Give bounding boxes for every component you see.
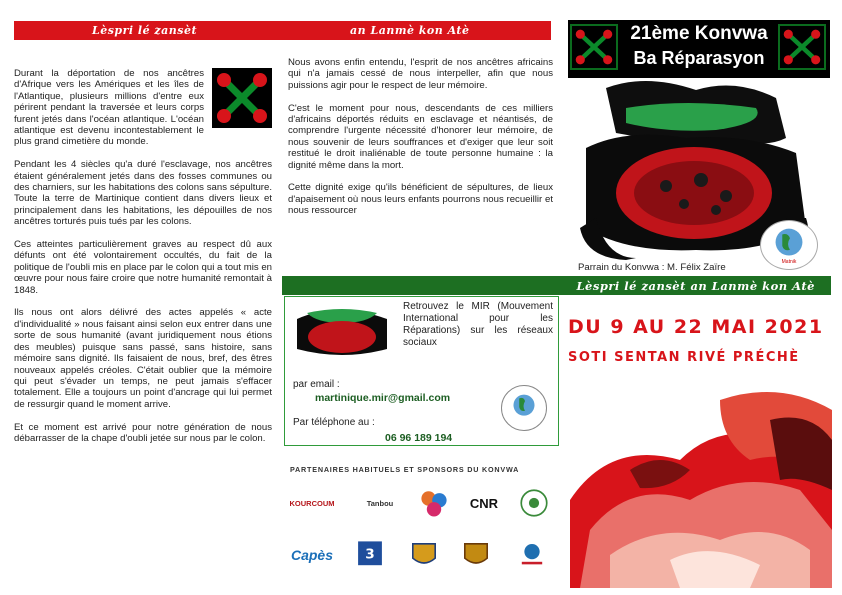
ancestor-symbol-icon bbox=[778, 24, 826, 70]
sponsor-logo bbox=[348, 536, 392, 574]
event-route: SOTI SENTAN RIVÉ PRÉCHÈ bbox=[568, 350, 800, 365]
mir-logo bbox=[760, 220, 818, 270]
col2-paragraph: Nous avons enfin entendu, l'esprit de nos ancêtres africains qui n'a jamais cessé de nous interpeller, afin que nous puissions agir pour le respect de leur mémoire. bbox=[288, 57, 553, 91]
sponsor-logo bbox=[290, 484, 334, 522]
sponsor-seal-icon bbox=[517, 487, 551, 519]
sponsor-shield-icon bbox=[408, 538, 440, 572]
col1-paragraph: Ces atteintes particulièrement graves au respect dû aux défunts ont été volontairement occultés, du fait de la politique de l'oubli mis en place par le colon qui a tout mis en œuvre pour nous faire croire que notre humanité remontait à 1848. bbox=[14, 239, 272, 296]
sponsor-logo bbox=[512, 484, 556, 522]
email-label: par email : bbox=[293, 379, 340, 390]
ancestor-symbol-icon bbox=[212, 68, 272, 128]
sponsor-mark-icon bbox=[416, 487, 452, 519]
green-banner bbox=[282, 276, 831, 295]
column-middle bbox=[288, 57, 553, 228]
partners-title: PARTENAIRES HABITUELS ET SPONSORS DU KONVWA bbox=[290, 465, 520, 474]
col1-paragraph: Durant la déportation de nos ancêtres d'Afrique vers les Amériques et les îles de l'Atlantique, plusieurs millions d'entre eux périrent pendant la traversée et leurs corps furent jetés dans l'océan atlantique. L'océan atlantique est devenu incontestablement le plus grand cimetière du monde. bbox=[14, 68, 204, 148]
banner-right-text: an Lanmè kon Atè bbox=[350, 24, 470, 37]
abstract-artwork bbox=[570, 380, 832, 588]
parrain-caption: Parrain du Konvwa : M. Félix Zaïre bbox=[578, 262, 726, 273]
sponsor-label: KOURCOUM bbox=[289, 498, 335, 508]
sponsor-logo bbox=[412, 484, 456, 522]
sponsor-label: Capès bbox=[290, 547, 334, 563]
sponsor-logo bbox=[358, 484, 402, 522]
sponsor-label: Tanbou bbox=[366, 498, 394, 508]
svg-text:3: 3 bbox=[365, 546, 375, 563]
top-banner bbox=[14, 21, 551, 40]
sponsor-shield-icon bbox=[460, 538, 492, 572]
col1-paragraph: Ils nous ont alors délivré des actes appelés « acte d'individualité » nous faisant ainsi selon eux entrer dans une sorte de sous humanité (avant juridiquement nous étions des meubles) puisque sans passé, sans histoire, sans mémoire sans dignité. Ils faisaient de nous, bref, des êtres nouveaux appelés créoles. C'était oublier que la mémoire qui peut s'évader un temps, ne peut jamais s'effacer totalement. Elle a toujours un point d'ancrage qui lui permet de ressurgir quand le moment arrive. bbox=[14, 307, 272, 410]
mir-logo-small bbox=[501, 385, 547, 431]
column-left bbox=[14, 68, 272, 456]
title-line-1: 21ème Konvwa bbox=[630, 23, 768, 44]
ancestor-symbol-icon bbox=[570, 24, 618, 70]
sponsor-logo bbox=[462, 484, 506, 522]
phone-label: Par téléphone au : bbox=[293, 417, 375, 428]
col2-paragraph: Cette dignité exige qu'ils bénéficient de sépultures, de lieux d'apaisement où nous leurs enfants pourrons nous recueillir et nous ressourcer bbox=[288, 182, 553, 217]
title-line-2: Ba Réparasyon bbox=[633, 48, 765, 68]
col1-paragraph: Pendant les 4 siècles qu'a duré l'esclavage, nos ancêtres étaient généralement jetés dans des fosses communes ou des charniers, sur les habitations des colons sans sépulture. Toute la terre de Martinique contient dans divers lieux et principalement dans les habitations, les dépouilles de nos ancêtres torturés puis tués par les colons. bbox=[14, 159, 272, 228]
sponsor-emblem-icon bbox=[515, 538, 549, 572]
figure-thumbnail bbox=[287, 299, 397, 359]
email-link[interactable]: martinique.mir@gmail.com bbox=[315, 392, 451, 404]
mir-logo-label: Matnik bbox=[781, 259, 797, 265]
title-block bbox=[568, 20, 830, 78]
col1-paragraph: Et ce moment est arrivé pour notre génération de nous débarrasser de la chape d'oubli jetée sur nous par le colon. bbox=[14, 421, 272, 444]
col2-paragraph: C'est le moment pour nous, descendants de ces milliers d'africains déportés réduits en esclavage et néantisés, de comprendre l'urgente nécessité d'honorer leur mémoire, de nous souvenir de leurs souffrances et d'exiger que leur soit restitué le droit inaliénable de toute personne humaine : la dignité même dans la mort. bbox=[288, 102, 553, 171]
globe-icon bbox=[502, 386, 546, 430]
event-dates: DU 9 AU 22 MAI 2021 bbox=[568, 316, 824, 338]
contact-box bbox=[284, 296, 559, 446]
phone-number[interactable]: 06 96 189 194 bbox=[385, 432, 453, 444]
sponsor-logo bbox=[510, 536, 554, 574]
banner-left-text: Lèspri lé zansèt bbox=[92, 24, 198, 37]
sponsor-logo bbox=[454, 536, 498, 574]
green-banner-text: Lèspri lé zansèt an Lanmè kon Atè bbox=[576, 279, 815, 293]
sponsor-logo bbox=[290, 536, 334, 574]
sponsor-crest-icon bbox=[353, 538, 387, 572]
sponsor-label: CNR bbox=[469, 495, 499, 511]
social-text: Retrouvez le MIR (Mouvement International pour les Réparations) sur les réseaux sociaux bbox=[403, 301, 553, 348]
sponsor-logo bbox=[402, 536, 446, 574]
